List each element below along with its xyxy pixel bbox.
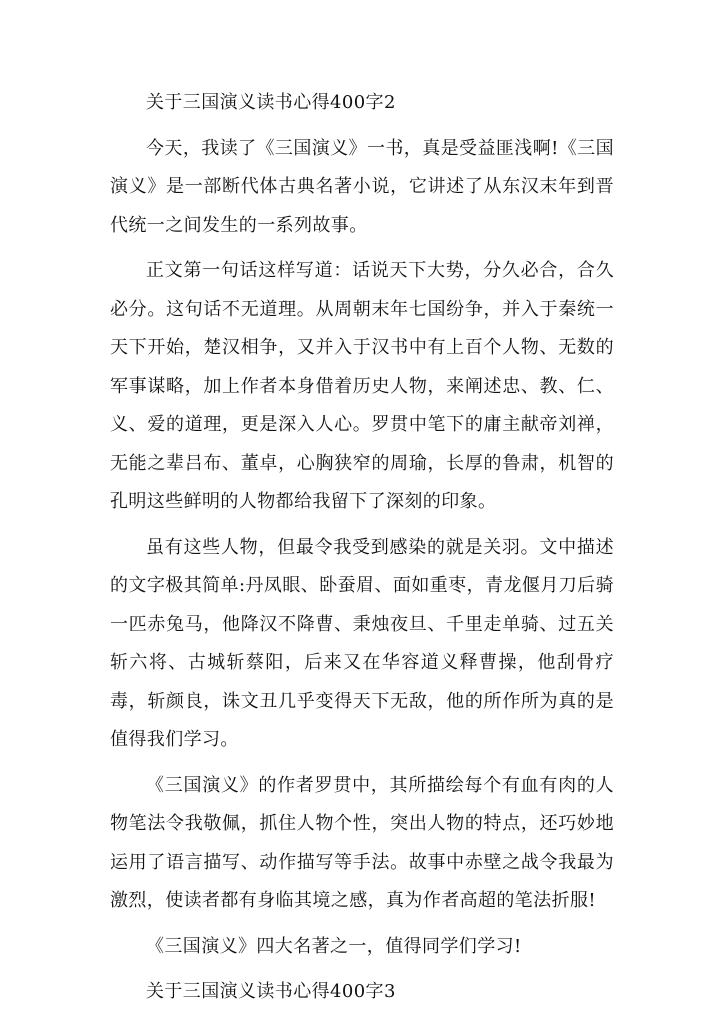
- document-body: [110, 84, 614, 1019]
- section-heading: 关于三国演义读书心得400字3: [146, 981, 396, 1002]
- paragraph: 正文第一句话这样写道：话说天下大势，分久必合，合久必分。这句话不无道理。从周朝末年七国纷争，并入于秦统一天下开始，楚汉相争，又并入于汉书中有上百个人物、无数的军事谋略，加上作者本身借着历史人物，来阐述忠、教、仁、义、爱的道理，更是深入人心。罗贯中笔下的庸主献帝刘禅，无能之辈吕布、董卓，心胸狭窄的周瑜，长厚的鲁肃，机智的孔明这些鲜明的人物都给我留下了深刻的印象。: [110, 260, 614, 512]
- paragraph: 《三国演义》的作者罗贯中，其所描绘每个有血有肉的人物笔法令我敬佩，抓住人物个性，突出人物的特点，还巧妙地运用了语言描写、动作描写等手法。故事中赤壁之战令我最为激烈，使读者都有身临其境之感，真为作者高超的笔法折服!: [110, 774, 614, 911]
- paragraph: 虽有这些人物，但最令我受到感染的就是关羽。文中描述的文字极其简单:丹凤眼、卧蚕眉、面如重枣，青龙偃月刀后骑一匹赤兔马，他降汉不降曹、秉烛夜旦、千里走单骑、过五关斩六将、古城斩蔡阳，后来又在华容道义释曹操，他刮骨疗毒，斩颜良，诛文丑几乎变得天下无敌，他的所作所为真的是值得我们学习。: [110, 536, 614, 750]
- paragraph: 今天，我读了《三国演义》一书，真是受益匪浅啊!《三国演义》是一部断代体古典名著小说，它讲述了从东汉末年到晋代统一之间发生的一系列故事。: [110, 137, 614, 236]
- section-heading: 关于三国演义读书心得400字2: [146, 92, 396, 113]
- paragraph: 《三国演义》四大名著之一，值得同学们学习!: [146, 935, 522, 957]
